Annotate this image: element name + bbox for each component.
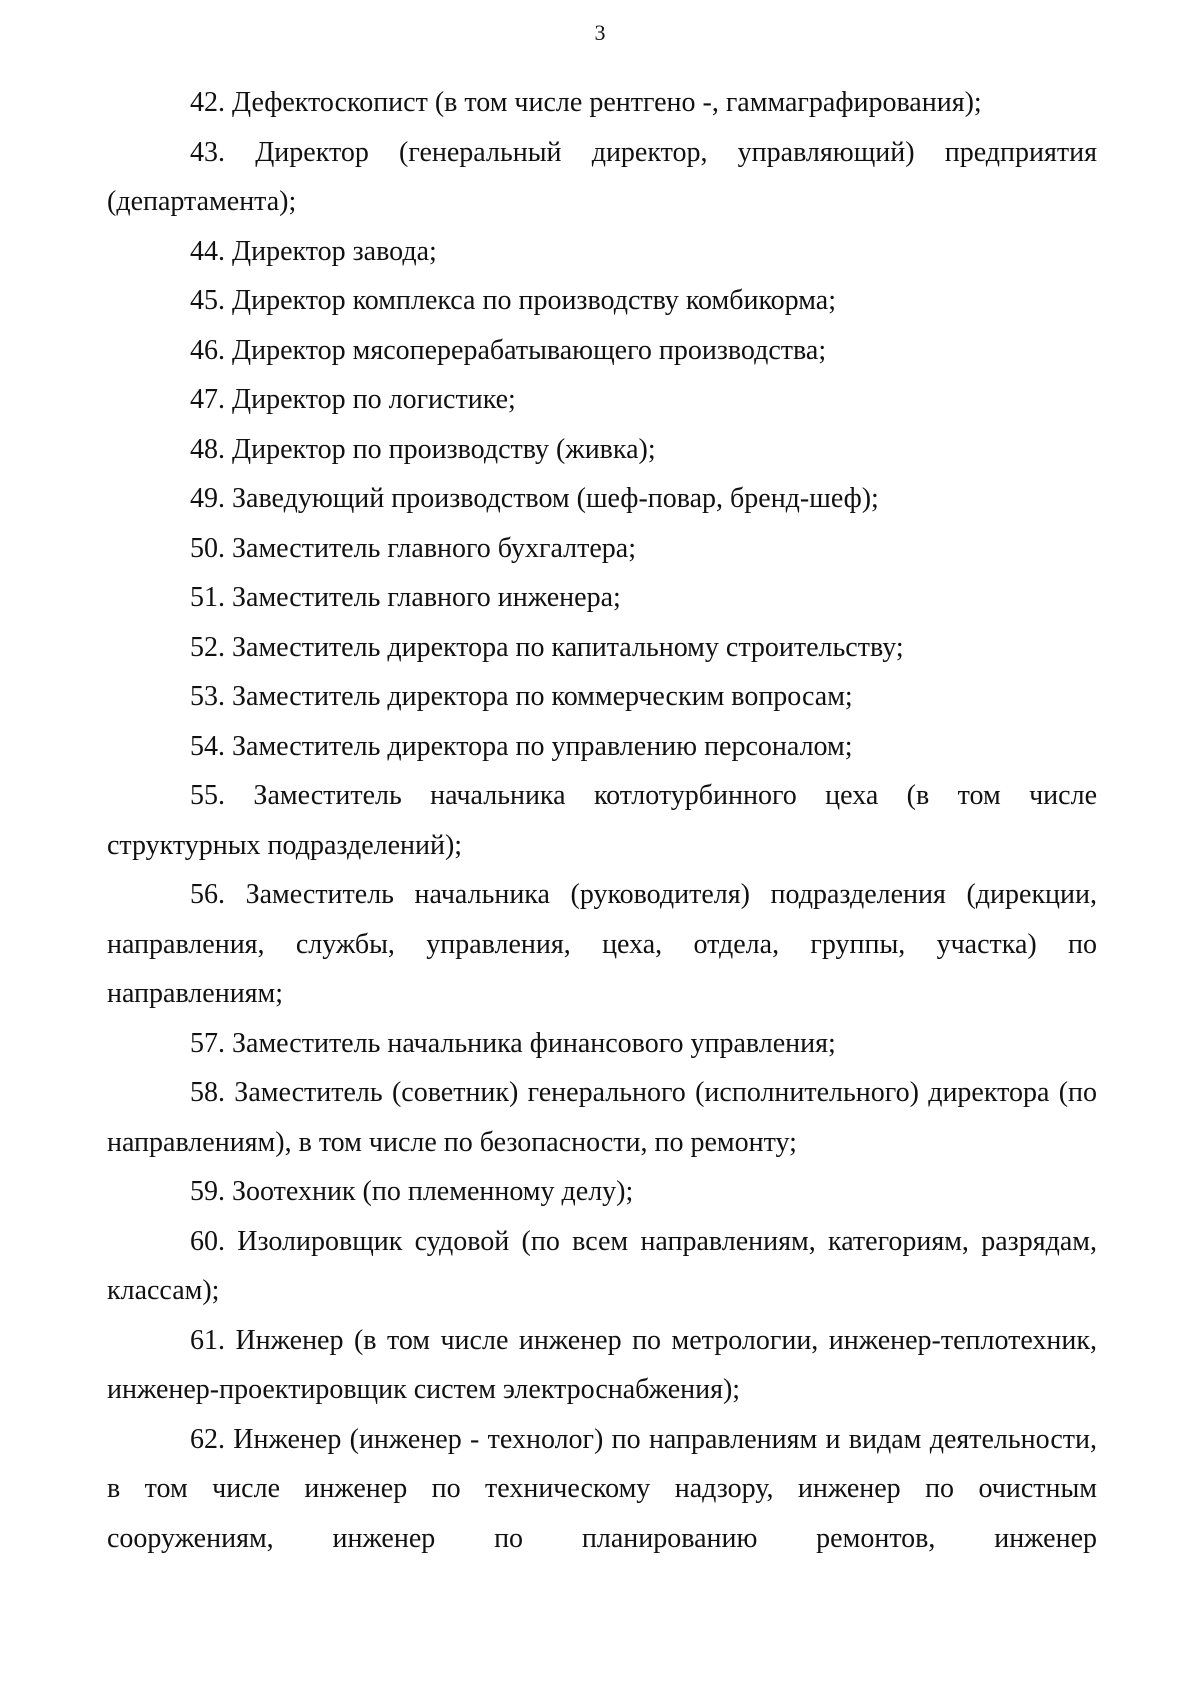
position-list: [107, 78, 1097, 1563]
list-item-56: 56. Заместитель начальника (руководителя) подразделения (дирекции, направления, службы, управления, цеха, отдела, группы, участка) по направлениям;: [107, 879, 1097, 1009]
list-item-55: 55. Заместитель начальника котлотурбинного цеха (в том числе структурных подразделений);: [107, 780, 1097, 861]
list-item-45: 45. Директор комплекса по производству комбикорма;: [190, 285, 836, 316]
list-item-60: 60. Изолировщик судовой (по всем направлениям, категориям, разрядам, классам);: [107, 1225, 1097, 1306]
list-item-59: 59. Зоотехник (по племенному делу);: [190, 1176, 634, 1207]
list-item-53: 53. Заместитель директора по коммерческим вопросам;: [190, 681, 853, 712]
list-item-44: 44. Директор завода;: [190, 235, 437, 267]
list-item-46: 46. Директор мясоперерабатывающего производства;: [190, 334, 827, 366]
list-item-50: 50. Заместитель главного бухгалтера;: [190, 532, 636, 564]
list-item-57: 57. Заместитель начальника финансового управления;: [190, 1027, 836, 1059]
list-item-48: 48. Директор по производству (живка);: [190, 433, 656, 465]
list-item-42: 42. Дефектоскопист (в том числе рентгено -, гаммаграфирования);: [190, 87, 982, 118]
page-number: 3: [594, 20, 606, 45]
list-item-61: 61. Инженер (в том числе инженер по метрологии, инженер-теплотехник, инженер-проектировщик систем электроснабжения);: [107, 1324, 1097, 1405]
list-item-62: 62. Инженер (инженер - технолог) по направлениям и видам деятельности, в том числе инженер по техническому надзору, инженер по очистным сооружениям, инженер по планированию ремонтов, инженер: [107, 1423, 1097, 1554]
list-item-43: 43. Директор (генеральный директор, управляющий) предприятия (департамента);: [107, 136, 1097, 217]
list-item-54: 54. Заместитель директора по управлению персоналом;: [190, 730, 853, 762]
list-item-47: 47. Директор по логистике;: [190, 384, 516, 415]
list-item-51: 51. Заместитель главного инженера;: [190, 582, 621, 613]
list-item-58: 58. Заместитель (советник) генерального (исполнительного) директора (по направлениям), в том числе по безопасности, по ремонту;: [107, 1077, 1097, 1158]
list-item-49: 49. Заведующий производством (шеф-повар, бренд-шеф);: [190, 483, 879, 514]
list-item-52: 52. Заместитель директора по капитальному строительству;: [190, 631, 904, 663]
